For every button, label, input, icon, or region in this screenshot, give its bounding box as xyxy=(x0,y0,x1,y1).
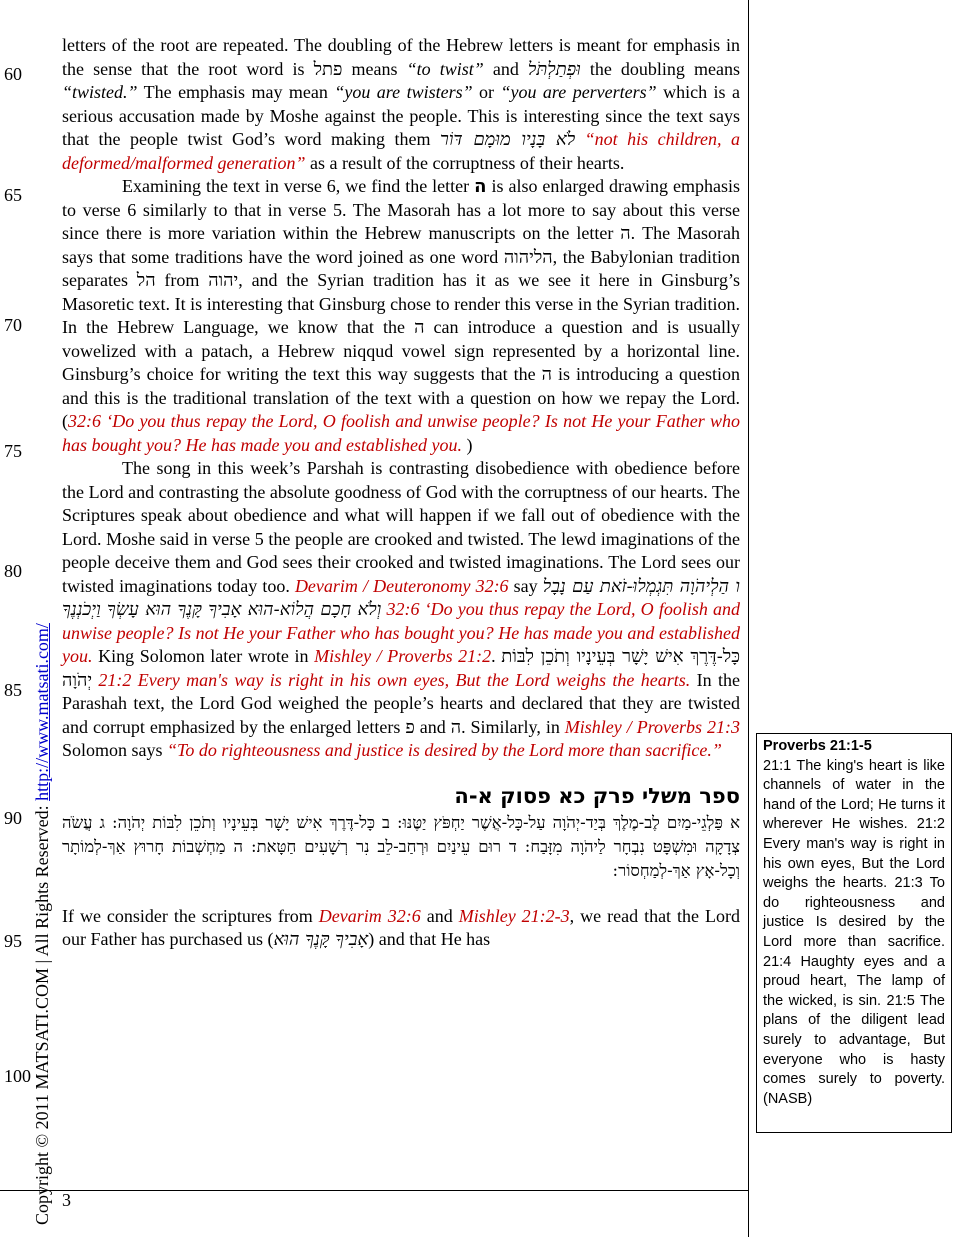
line-number: 60 xyxy=(4,64,22,84)
hebrew-word: וּפְתַלְתֹּל xyxy=(527,58,581,80)
hebrew-letter: פ xyxy=(405,716,415,738)
horizontal-rule xyxy=(0,1190,748,1191)
hebrew-verse: כָּל-דֶּרֶךְ אִישׁ יָשָׁר בְּעֵינָיו וְתֹכֵן לִבּוֹת יְהֹוָה xyxy=(62,646,741,691)
copyright-notice xyxy=(32,623,52,1225)
line-number: 70 xyxy=(4,315,22,335)
verse-quote: 21:2 Every man's way is right in his own eyes, But the Lord weighs the hearts. xyxy=(92,669,691,690)
scripture-reference: Mishley 21:2-3 xyxy=(458,905,570,926)
page-number: 3 xyxy=(62,1190,71,1210)
hebrew-phrase: לֹא בָּנָיו מוּמָם דּוֹר xyxy=(439,129,576,150)
paragraph-twisted: letters of the root are repeated. The doubling of the Hebrew letters is meant for emphasis in the sense that the root word is פתל means “to twist” and וּפְתַלְתֹּל the doubling means “twisted.” The emphasis may mean “you are twisters” or “you are perverters” which is a serious accusation made by Moshe against the people. This is interesting since the text says that the people twist God’s word making them לֹא בָּנָיו מוּמָם דּוֹר “not his children, a deformed/malformed generation” as a result of the corruptness of their hearts. xyxy=(62,35,741,173)
proverbs-sidebar xyxy=(756,733,952,1133)
vertical-rule xyxy=(748,0,749,1237)
line-number: 100 xyxy=(4,1066,31,1086)
matsati-link[interactable]: http://www.matsati.com/ xyxy=(32,623,52,801)
verse-quote: 32:6 ‘Do you thus repay the Lord, O foolish and unwise people? Is not He your Father who has bought you? He has made you and established you. xyxy=(62,411,740,455)
hebrew-passage xyxy=(62,781,740,883)
hebrew-letter: ה xyxy=(414,317,425,338)
hebrew-letter: ה xyxy=(620,223,631,244)
hebrew-verse: ו הַלְיהֹוָה תִּגְמְלוּ-זֹאת עַם נָבָל וְלֹא חָכָם הֲלוֹא-הוּא אָבִיךָ קָּנֶךָ הוּא עָשְׂךָ וַיְכֹנְנֶךָ xyxy=(62,575,740,620)
line-number: 65 xyxy=(4,185,22,205)
line-number: 80 xyxy=(4,561,22,581)
line-number: 90 xyxy=(4,808,22,828)
paragraph-song: The song in this week’s Parshah is contrasting disobedience with obedience before the Lord and contrasting the absolute goodness of God with the corruptness of our hearts. The Scriptures speak about obedience and what will happen if we fall out of obedience with the Lord. Moshe said in verse 5 the people are crooked and twisted. The lewd imaginations of the people deceive them and God sees their crooked and twisted imaginations. The Lord sees our twisted imaginations today too. Devarim / Deuteronomy 32:6 say ו הַלְיהֹוָה תִּגְמְלוּ-זֹאת עַם נָבָל וְלֹא חָכָם הֲלוֹא-הוּא אָבִיךָ קָּנֶךָ הוּא עָשְׂךָ וַיְכֹנְנֶךָ 32:6 ‘Do you thus repay the Lord, O foolish and unwise people? Is not He your Father who has bought you? He has made you and established you. King Solomon later wrote in Mishley / Proverbs 21:2. כָּל-דֶּרֶךְ אִישׁ יָשָׁר בְּעֵינָיו וְתֹכֵן לִבּוֹת יְהֹוָה 21:2 Every man's way is right in his own eyes, But the Lord weighs the hearts. In the Parashah text, the Lord God weighed the people’s hearts and declared that they are twisted and corrupt emphasized by the enlarged letters פ and ה. Similarly, in Mishley / Proverbs 21:3 Solomon says “To do righteousness and justice is desired by the Lord more than sacrifice.” xyxy=(62,458,741,760)
hebrew-word: הליהוה xyxy=(503,246,553,268)
sidebar-title: Proverbs 21:1-5 xyxy=(763,738,872,754)
translation-quote: “not his children, a deformed/malformed generation” xyxy=(62,129,741,173)
hebrew-phrase: אָבִיךָ קָּנֶךָ הוּא xyxy=(273,929,369,950)
line-number: 75 xyxy=(4,441,22,461)
scripture-reference: Mishley / Proverbs 21:3 xyxy=(564,716,740,737)
scripture-reference: Devarim 32:6 xyxy=(318,905,421,926)
hebrew-letter: ה xyxy=(474,176,487,197)
line-number: 85 xyxy=(4,680,22,700)
hebrew-word: הל xyxy=(136,270,156,291)
spacer xyxy=(62,883,740,905)
paragraph-masorah: Examining the text in verse 6, we find the letter ה is also enlarged drawing emphasis to verse 6 similarly to that in verse 5. The Masorah has a lot more to say about this verse since there is more variation within the Hebrew manuscripts on the letter ה. The Masorah says that some traditions have the word joined as one word הליהוה, the Babylonian tradition separates הל from יהוה, and the Syrian tradition has it as we see it here in Ginsburg’s Masoretic text. It is interesting that Ginsburg chose to render this verse in the Syrian tradition. In the Hebrew Language, we know that the ה can introduce a question and is usually vowelized with a patach, a Hebrew niqqud vowel sign represented by a horizontal line. Ginsburg’s choice for writing the text this way suggests that the ה is introducing a question and this is the traditional translation of the text with a question on how we repay the Lord. (32:6 ‘Do you thus repay the Lord, O foolish and unwise people? Is not He your Father who has bought you? He has made you and established you. ) xyxy=(62,176,740,455)
verse-quote: “To do righteousness and justice is desired by the Lord more than sacrifice.” xyxy=(167,740,722,760)
hebrew-letter: ה xyxy=(450,716,462,738)
hebrew-passage-title: ספר משלי פרק כא פסוק א-ה xyxy=(454,783,740,808)
hebrew-word: פתל xyxy=(313,58,343,80)
paragraph-purchased: If we consider the scriptures from Devarim 32:6 and Mishley 21:2-3, we read that the Lord our Father has purchased us (אָבִיךָ קָּנֶךָ הוּא) and that He has xyxy=(62,905,740,950)
scripture-reference: Devarim / Deuteronomy 32:6 xyxy=(294,575,509,596)
sidebar-body: 21:1 The king's heart is like channels of water in the hand of the Lord; He turns it wherever He wishes. 21:2 Every man's way is right in his own eyes, But the Lord weighs the hearts. 21:3 To do righteousness and justice Is desired by the Lord more than sacrifice. 21:4 Haughty eyes and a proud heart, The lamp of the wicked, is sin. 21:5 The plans of the diligent lead surely to advantage, But everyone who is hasty comes surely to poverty. (NASB) xyxy=(763,757,945,1107)
hebrew-word: יהוה xyxy=(208,270,239,291)
copyright-text: Copyright © 2011 MATSATI.COM | All Rights Reserved: xyxy=(32,800,52,1225)
line-number: 95 xyxy=(4,931,22,951)
scripture-reference: Mishley / Proverbs 21:2 xyxy=(314,646,492,666)
hebrew-letter: ה xyxy=(541,364,552,385)
main-text xyxy=(62,34,740,952)
verse-quote: 32:6 ‘Do you thus repay the Lord, O foolish and unwise people? Is not He your Father who has bought you? He has made you and established you. xyxy=(62,599,740,666)
hebrew-passage-verses: א פַּלְגֵי-מַיִם לֶב-מֶלֶךְ בְּיַד-יְהֹוָה עַל-כָּל-אֲשֶׁר יַחְפֹּץ יַטֶּנּוּ: ב כָּל-דֶּרֶךְ אִישׁ יָשָׁר בְּעֵינָיו וְתֹכֵן לִבּוֹת יְהֹוָה: ג עֲשֹׂה צְדָקָה וּמִשְׁפָּט נִבְחָר לַיהֹוָה מִזָּבַח: ד רוּם עֵינַיִם וּרְחַב-לֵב נִר רְשָׁעִים חַטָּאת: ה מַחְשְׁבוֹת חָרוּץ אַךְ-לְמוֹתָר וְכָל-אָץ אַךְ-לְמַחְסוֹר: xyxy=(62,812,740,880)
